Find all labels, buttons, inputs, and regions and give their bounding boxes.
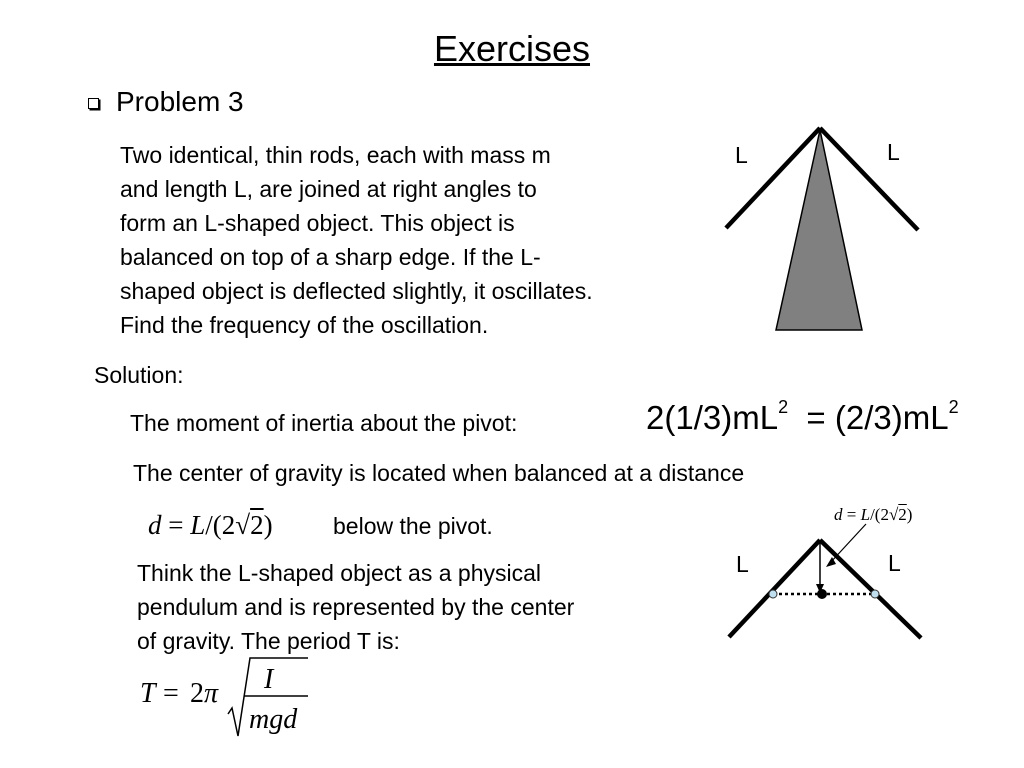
moment-text: The moment of inertia about the pivot: (130, 410, 518, 436)
period-equation (140, 658, 308, 736)
rod-label-right: L (888, 550, 901, 576)
problem-line: shaped object is deflected slightly, it oscillates. (120, 278, 593, 304)
distance-equation: d = L/(2√2) (148, 510, 273, 540)
pendulum-line: of gravity. The period T is: (137, 628, 400, 654)
annotation-pointer (830, 524, 866, 563)
slide-title: Exercises (433, 28, 591, 69)
rod-label-right: L (887, 139, 900, 165)
moment-equation: $2(1/3)mL^2 = (2/3)mL^2$ (646, 397, 959, 436)
rod-midpoint-right (871, 590, 879, 598)
rod-midpoint-left (769, 590, 777, 598)
problem-line: form an L-shaped object. This object is (120, 210, 515, 236)
problem-line: Two identical, thin rods, each with mass m (120, 142, 551, 168)
solution-label: Solution: (94, 362, 184, 388)
below-pivot-text: below the pivot. (333, 513, 493, 539)
problem-line: balanced on top of a sharp edge. If the L- (120, 244, 541, 270)
svg-text:I: I (264, 664, 274, 695)
pendulum-line: Think the L-shaped object as a physical (137, 560, 542, 586)
rod-right (820, 540, 921, 638)
pendulum-line: pendulum and is represented by the center (137, 594, 575, 620)
rod-label-left: L (735, 142, 748, 168)
problem-line: Find the frequency of the oscillation. (120, 312, 489, 338)
top-diagram (726, 128, 918, 330)
bottom-diagram (729, 524, 921, 638)
svg-text:mgd: mgd (249, 704, 298, 735)
svg-text:=: = (163, 678, 179, 709)
svg-text:π: π (204, 678, 219, 709)
center-of-gravity-dot (817, 589, 827, 599)
svg-text:T: T (140, 678, 156, 709)
problem-line: and length L, are joined at right angles to (120, 176, 537, 202)
svg-text:2: 2 (190, 678, 204, 709)
center-of-gravity-text: The center of gravity is located when balanced at a distance (133, 460, 745, 486)
problem-heading: Problem 3 (116, 86, 244, 117)
rod-label-left: L (736, 551, 749, 577)
diagram-distance-annotation: d = L/(2√2) (834, 505, 913, 524)
